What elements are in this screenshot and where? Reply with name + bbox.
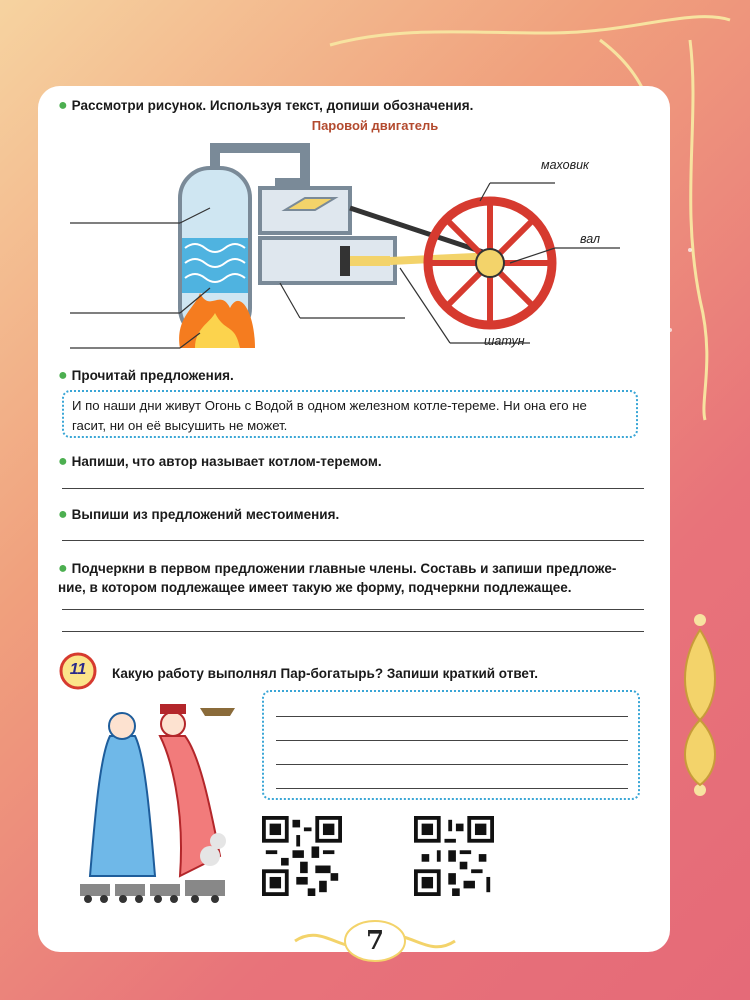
bullet-icon: ● — [58, 506, 68, 523]
bullet-icon: ● — [58, 97, 68, 114]
label-flywheel: маховик — [541, 158, 589, 172]
label-rod: шатун — [484, 334, 525, 348]
bullet-icon: ● — [58, 560, 68, 577]
answer-line[interactable] — [276, 788, 628, 789]
answer-line[interactable] — [276, 764, 628, 765]
bullet-icon: ● — [58, 367, 68, 384]
label-shaft: вал — [580, 232, 601, 246]
diagram-title: Паровой двигатель — [311, 118, 439, 133]
bullet-icon: ● — [58, 453, 68, 470]
task-write-pronouns: ● Выпиши из предложений местоимения. — [58, 506, 340, 523]
answer-line[interactable] — [62, 488, 644, 489]
page-number: 7 — [365, 926, 385, 956]
task-look-picture: ● Рассмотри рисунок. Используя текст, допиши обозначения. — [58, 97, 474, 114]
flywheel-icon — [428, 201, 552, 325]
task11-question: Какую работу выполнял Пар-богатырь? Запиши краткий ответ. — [112, 666, 538, 681]
answer-line[interactable] — [276, 716, 628, 717]
answer-line[interactable] — [62, 631, 644, 632]
fairy-tale-illustration — [70, 696, 245, 906]
answer-line[interactable] — [62, 540, 644, 541]
answer-box[interactable] — [262, 690, 640, 800]
quote-box: И по наши дни живут Огонь с Водой в одном железном котле-тереме. Ни она его не гасит, ни он её высушить не может. — [62, 390, 638, 438]
qr-code-icon[interactable] — [262, 816, 342, 896]
task-number: 11 — [69, 661, 87, 678]
answer-line[interactable] — [276, 740, 628, 741]
task-write-author: ● Напиши, что автор называет котлом-теремом. — [58, 453, 382, 470]
task-read: ● Прочитай предложения. — [58, 367, 234, 384]
qr-code-icon[interactable] — [414, 816, 494, 896]
task-underline: ● Подчеркни в первом предложении главные члены. Составь и запиши предложе- ние, в котором подлежащее имеет такую же форму, подчеркни подлежащее. — [58, 560, 617, 595]
answer-line[interactable] — [62, 609, 644, 610]
